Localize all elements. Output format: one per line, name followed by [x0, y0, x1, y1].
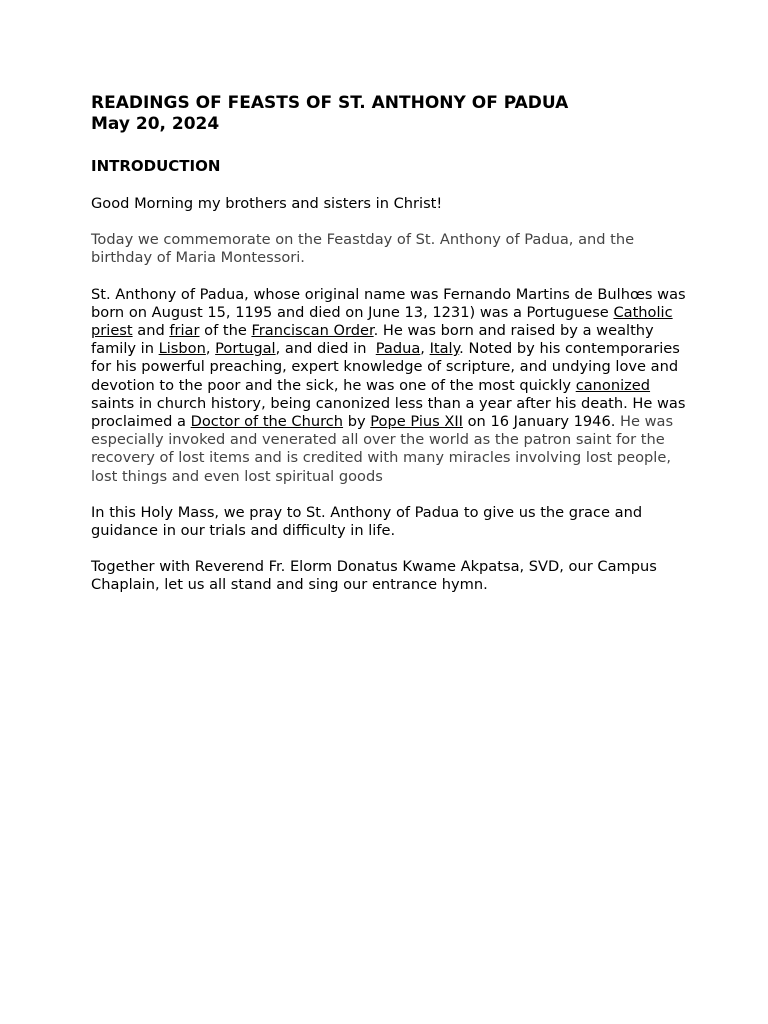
link-portugal[interactable]: Portugal [215, 340, 276, 358]
link-italy[interactable]: Italy [429, 340, 460, 358]
document-page [91, 93, 691, 595]
bio-text: of the [199, 322, 252, 340]
bio-patron-text: He was especially invoked and venerated all over the world as the patron saint for the recovery of lost items and is credited with many miracles involving lost people, lost things and even lost spiritual goods [91, 413, 674, 485]
link-friar[interactable]: friar [169, 322, 200, 340]
bio-text: . He was born and raised by a wealthy family in [91, 322, 654, 358]
link-doctor-of-the-church[interactable]: Doctor of the Church [190, 413, 344, 431]
link-canonized[interactable]: canonized [575, 376, 651, 394]
link-padua[interactable]: Padua [375, 340, 421, 358]
bio-text: , [205, 340, 216, 358]
document-title [91, 93, 691, 135]
link-lisbon[interactable]: Lisbon [158, 340, 206, 358]
mass-paragraph: In this Holy Mass, we pray to St. Anthony of Padua to give us the grace and guidance in our trials and difficulty in life. [91, 503, 643, 540]
title-line-1: READINGS OF FEASTS OF ST. ANTHONY OF PADUA [91, 93, 569, 113]
link-pope-pius-xii[interactable]: Pope Pius XII [370, 413, 463, 431]
entrance-hymn-paragraph: Together with Reverend Fr. Elorm Donatus Kwame Akpatsa, SVD, our Campus Chaplain, let us all stand and sing our entrance hymn. [91, 558, 657, 594]
bio-text: on 16 January 1946. [462, 413, 621, 431]
bio-text: , and died in [275, 340, 376, 358]
bio-text: by [343, 413, 371, 431]
bio-text: St. Anthony of Padua, whose original name was Fernando Martins de Bulhœs was born on August 15, 1195 and died on June 13, 1231) was a Portuguese [91, 285, 686, 321]
title-date: May 20, 2024 [91, 114, 220, 134]
link-catholic-priest[interactable]: Catholic priest [91, 303, 673, 340]
greeting-paragraph: Good Morning my brothers and sisters in Christ! [91, 195, 443, 212]
bio-text: . Noted by his contemporaries for his powerful preaching, expert knowledge of scripture, and undying love and devotion to the poor and the sick, he was one of the most quickly [91, 340, 680, 394]
section-heading: INTRODUCTION [91, 157, 221, 175]
bio-text: , [420, 340, 430, 358]
biography-paragraph [91, 286, 691, 486]
link-franciscan-order[interactable]: Franciscan Order [251, 322, 374, 340]
bio-text: and [132, 322, 170, 340]
commemoration-paragraph: Today we commemorate on the Feastday of St. Anthony of Padua, and the birthday of Maria Montessori. [91, 231, 635, 267]
bio-text: saints in church history, being canonized less than a year after his death. He was proclaimed a [91, 394, 686, 431]
